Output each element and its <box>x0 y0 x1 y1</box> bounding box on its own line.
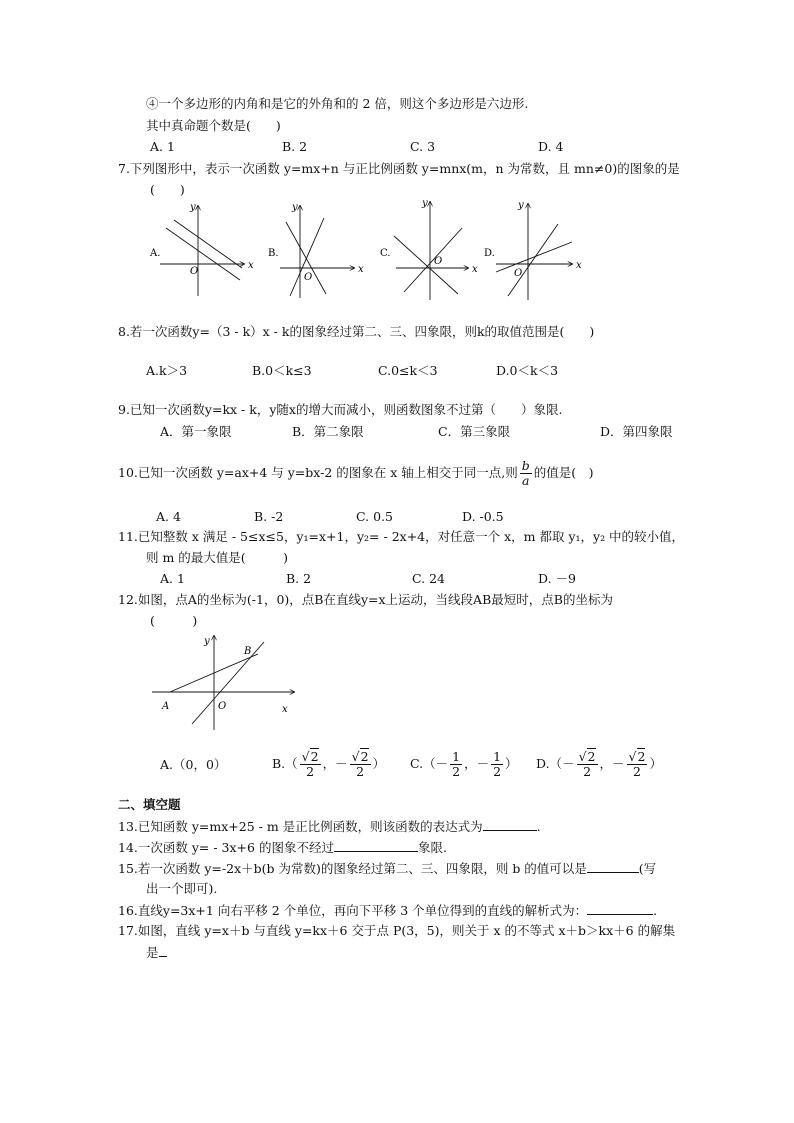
q6-option-d: D. 4 <box>538 139 564 154</box>
q6-stem: 其中真命题个数是( ) <box>146 118 281 133</box>
q10-option-d: D. -0.5 <box>462 509 504 524</box>
origin-label: O <box>218 701 227 712</box>
q9-option-c: C．第三象限 <box>438 424 511 439</box>
origin-label: O <box>304 272 313 283</box>
q8-option-b: B.0＜k≤3 <box>252 363 312 378</box>
q16-answer-blank[interactable] <box>587 902 653 915</box>
q17-line1: 17.如图，直线 y=x＋b 与直线 y=kx＋6 交于点 P(3，5)，则关于 x 的不等式 x＋b＞kx＋6 的解集 <box>118 923 676 938</box>
q13: 13.已知函数 y=mx+25 - m 是正比例函数，则该函数的表达式为 . <box>118 819 541 834</box>
y-axis-label: y <box>190 202 196 213</box>
x-axis-label: x <box>358 264 364 275</box>
q11-line2: 则 m 的最大值是( ) <box>146 550 289 565</box>
q12-stem: 12.如图，点A的坐标为(-1，0)，点B在直线y=x上运动，当线段AB最短时，点B的坐标为 <box>118 592 613 607</box>
q6-option-b: B. 2 <box>282 139 308 154</box>
q10-option-b: B. -2 <box>254 509 284 524</box>
q12-figure <box>148 632 308 732</box>
x-axis-label: x <box>576 260 582 271</box>
q10-option-a: A. 4 <box>156 509 181 524</box>
line-2 <box>174 220 242 268</box>
q7-graph-b <box>268 202 364 298</box>
line-1 <box>286 222 326 294</box>
q7-stem: 7.下列图形中，表示一次函数 y=mx+n 与正比例函数 y=mnx(m，n 为常数，且 mn≠0)的图象的是 <box>118 161 680 176</box>
q10-fraction <box>520 459 532 488</box>
q12-answer-paren: ( ) <box>150 613 198 628</box>
q6-option-c: C. 3 <box>410 139 436 154</box>
q17-answer-blank[interactable] <box>159 944 167 957</box>
q16: 16.直线y=3x+1 向右平移 2 个单位，再向下平移 3 个单位得到的直线的解析式为： . <box>118 903 658 918</box>
q7-answer-paren: ( ) <box>150 182 185 197</box>
q8-option-c: C.0≤k＜3 <box>378 363 438 378</box>
q10-stem-before: 10.已知一次函数 y=ax+4 与 y=bx-2 的图象在 x 轴上相交于同一点,则 <box>118 465 518 480</box>
q11-line1: 11.已知整数 x 满足 - 5≤x≤5，y₁=x+1，y₂= - 2x+4，对任意一个 x，m 都取 y₁，y₂ 中的较小值， <box>118 529 685 544</box>
q11-option-d: D. －9 <box>538 571 576 586</box>
q12-option-c: C.（－ $\frac{1}{2}$ ，－ $\frac{1}{2}$ ） <box>410 749 518 779</box>
q10-stem-after: 的值是( ) <box>533 465 594 480</box>
y-axis-label: y <box>422 198 428 209</box>
line-2 <box>404 228 462 292</box>
q9-option-a: A．第一象限 <box>160 424 232 439</box>
q6-option-a: A. 1 <box>150 139 175 154</box>
line-2 <box>508 224 558 296</box>
q8-option-a: A.k＞3 <box>146 363 188 378</box>
q8-option-d: D.0＜k＜3 <box>496 363 559 378</box>
x-axis-label: x <box>282 704 288 715</box>
q10-stem <box>118 458 594 488</box>
q12-option-b: B.（ $\frac{√2}{2}$ ，－ $\frac{√2}{2}$ ） <box>272 749 386 779</box>
q7-graph-options <box>140 196 600 304</box>
q15: 15.若一次函数 y=-2x＋b(b 为常数)的图象经过第二、三、四象限，则 b 的值可以是 (写 <box>118 861 657 876</box>
q15-answer-blank[interactable] <box>587 860 639 873</box>
point-b-label: B <box>244 646 252 657</box>
q9-stem: 9.已知一次函数y=kx - k，y随x的增大而减小，则函数图象不过第（ ）象限. <box>118 402 563 417</box>
q7-graph-c-label: C. <box>380 248 391 259</box>
q7-graph-a <box>149 202 254 296</box>
q11-option-c: C. 24 <box>412 571 445 586</box>
line-y-equals-x <box>192 642 264 724</box>
q10-frac-den: a <box>522 473 530 488</box>
q7-graph-d-label: D. <box>484 248 495 259</box>
y-axis-label: y <box>292 202 298 213</box>
origin-label: O <box>514 268 523 279</box>
origin-label: O <box>434 256 443 267</box>
q17-line2: 是 <box>146 944 167 961</box>
q8-stem: 8.若一次函数y=（3 - k）x - k的图象经过第二、三、四象限，则k的取值范围是( ) <box>118 324 595 339</box>
q13-answer-blank[interactable] <box>483 818 537 831</box>
line-2 <box>290 218 324 296</box>
q11-option-b: B. 2 <box>286 571 312 586</box>
y-axis-label: y <box>518 200 524 211</box>
line-1 <box>394 236 458 294</box>
q10-option-c: C. 0.5 <box>356 509 393 524</box>
point-a-label: A <box>162 701 170 712</box>
q12-option-d: D.（－ $\frac{√2}{2}$ ，－ $\frac{√2}{2}$ ） <box>536 749 662 779</box>
y-axis-label: y <box>204 636 210 647</box>
q9-option-d: D．第四象限 <box>600 424 673 439</box>
origin-label: O <box>190 266 199 277</box>
x-axis-label: x <box>472 264 478 275</box>
line-1 <box>166 228 240 280</box>
q6-item4: ④一个多边形的内角和是它的外角和的 2 倍，则这个多边形是六边形. <box>146 96 529 111</box>
q7-graph-d <box>484 200 582 300</box>
q7-graph-c <box>380 198 478 300</box>
q9-option-b: B．第二象限 <box>292 424 364 439</box>
q7-graph-b-label: B. <box>268 248 279 259</box>
x-axis-label: x <box>248 260 254 271</box>
q11-option-a: A. 1 <box>160 571 185 586</box>
q14: 14.一次函数 y= - 3x+6 的图象不经过 象限. <box>118 840 447 855</box>
q14-answer-blank[interactable] <box>334 839 418 852</box>
q7-graph-a-label: A. <box>150 248 161 259</box>
q10-frac-num: b <box>521 458 530 473</box>
line-1 <box>496 242 572 272</box>
q12-option-a: A.（0，0） <box>160 757 227 772</box>
q15-line2: 出一个即可). <box>146 881 218 896</box>
section-title-fill-in: 二、填空题 <box>118 797 181 812</box>
